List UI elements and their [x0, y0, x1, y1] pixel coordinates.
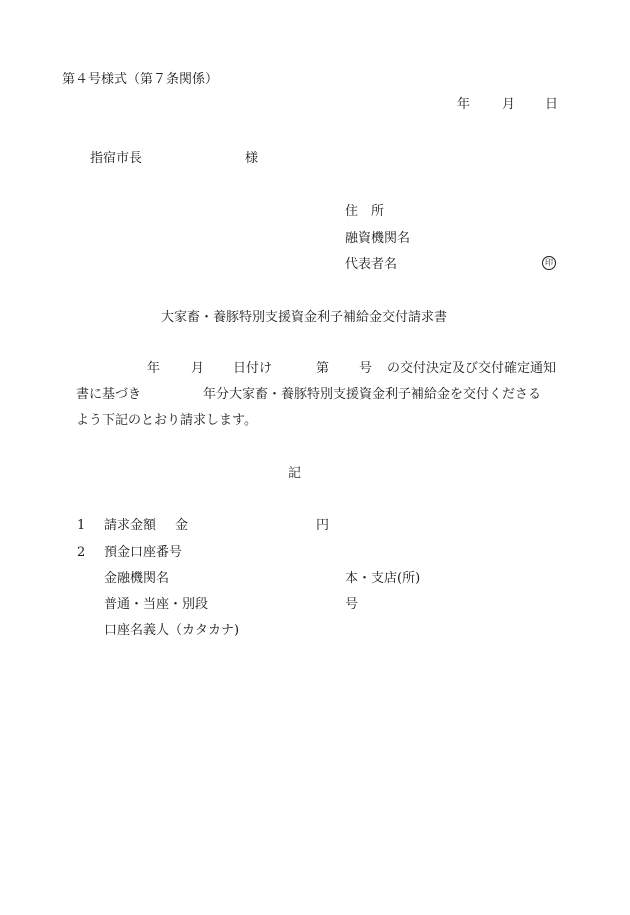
date-day-label: 日: [545, 97, 559, 112]
account-type-label: 普通・当座・別段: [104, 597, 209, 612]
form-number: 第４号様式（第７条関係）: [62, 72, 219, 87]
address-label: 住 所: [345, 204, 385, 219]
institution-label: 融資機関名: [345, 231, 411, 246]
body-request-text: 年分大家畜・養豚特別支援資金利子補給金を交付くださる: [203, 387, 542, 402]
item1-number: 1: [77, 518, 86, 533]
body-notice: の交付決定及び交付確定通知: [387, 361, 557, 376]
item1-yen: 円: [316, 518, 330, 533]
date-month-label: 月: [502, 97, 516, 112]
body-gou: 号: [359, 361, 373, 376]
account-holder-label: 口座名義人（カタカナ): [104, 623, 240, 638]
item2-number: 2: [77, 545, 86, 560]
body-based-on: 書に基づき: [76, 387, 142, 402]
bank-label: 金融機関名: [104, 571, 170, 586]
branch-label: 本・支店(所): [345, 571, 421, 586]
item1-label: 請求金額: [104, 518, 157, 533]
account-number-label: 号: [345, 597, 359, 612]
body-year: 年: [147, 361, 161, 376]
representative-label: 代表者名: [345, 257, 398, 272]
addressee-honorific: 様: [245, 151, 259, 166]
body-dated: 日付け: [233, 361, 273, 376]
document-title: 大家畜・養豚特別支援資金利子補給金交付請求書: [161, 310, 448, 325]
item1-kin: 金: [175, 518, 189, 533]
addressee-name: 指宿市長: [90, 151, 143, 166]
ki-heading: 記: [288, 466, 302, 481]
seal-mark: 印: [542, 256, 556, 270]
body-closing: よう下記のとおり請求します。: [76, 413, 257, 428]
body-dai: 第: [316, 361, 330, 376]
body-month: 月: [191, 361, 205, 376]
date-year-label: 年: [457, 97, 471, 112]
item2-label: 預金口座番号: [104, 545, 183, 560]
